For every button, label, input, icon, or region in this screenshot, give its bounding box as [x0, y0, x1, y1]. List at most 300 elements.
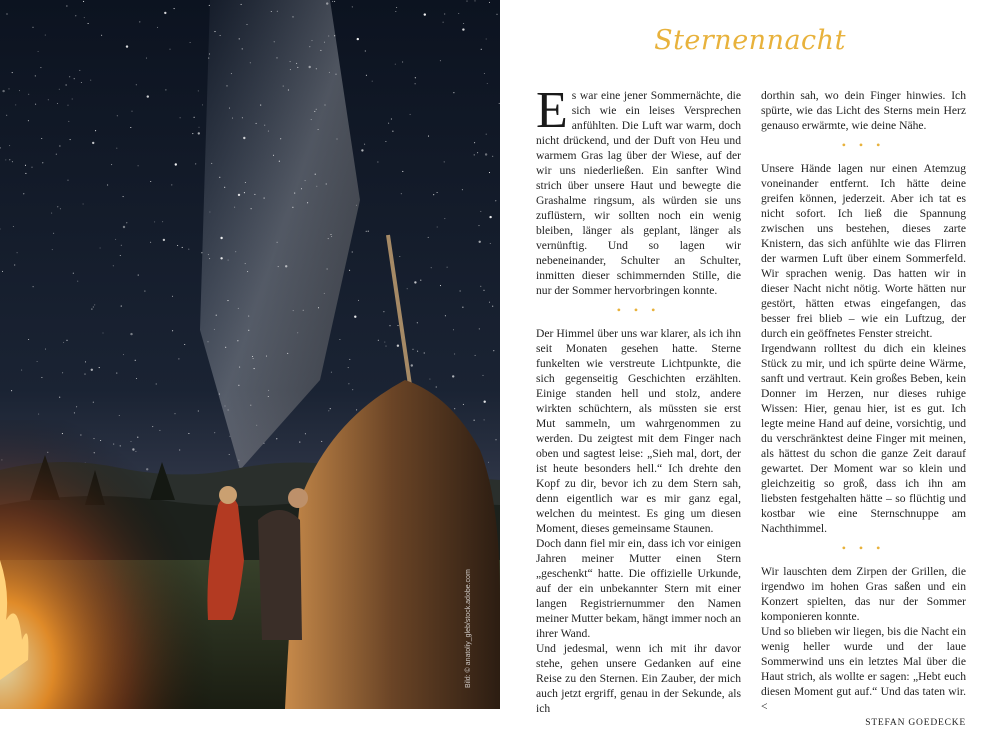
- star: [100, 247, 101, 248]
- star: [150, 242, 151, 243]
- article-paragraph: Der Himmel über uns war klarer, als ich ihn seit Monaten gesehen hatte. Sterne funkelten wie verstreute Lichtpunkte, die sich gegenseitig Geschichten erzählten. Einige standen hell und stolz, andere wirkten schüchtern, als müssten sie erst Mut sammeln, um wahrgenommen zu werden. Du zeigtest mit dem Finger nach oben und sagtest leise: „Sieh mal, dort, der ist heute besonders hell.“ Ich drehte den Kopf zu dir, bevor ich zu dem Stern sah, denn eigentlich war es mir ganz egal, welchen du meintest. Es ging um diesen Moment, dieses gemeinsame Staunen.: [536, 327, 741, 535]
- star: [352, 389, 353, 390]
- star: [412, 349, 413, 350]
- star: [415, 83, 416, 84]
- star: [225, 347, 226, 348]
- star: [28, 339, 29, 340]
- star: [316, 186, 317, 187]
- star: [385, 141, 386, 142]
- star: [66, 5, 67, 6]
- star: [79, 70, 80, 71]
- star: [489, 302, 490, 303]
- star: [414, 281, 416, 283]
- star: [33, 286, 34, 287]
- star: [220, 257, 222, 259]
- star: [431, 267, 432, 268]
- star: [489, 172, 490, 173]
- star: [241, 4, 242, 5]
- star: [248, 316, 249, 317]
- star: [111, 164, 112, 165]
- star: [177, 245, 178, 246]
- star: [208, 58, 209, 59]
- star: [6, 13, 7, 14]
- star: [162, 221, 163, 222]
- star: [377, 161, 378, 162]
- star: [268, 396, 269, 397]
- star: [479, 328, 480, 329]
- star: [67, 105, 68, 106]
- star: [123, 196, 124, 197]
- star: [254, 368, 255, 369]
- star: [209, 211, 210, 212]
- star: [90, 80, 91, 81]
- star: [290, 69, 291, 70]
- article-page: [500, 0, 1000, 728]
- star: [354, 316, 356, 318]
- star: [309, 46, 310, 47]
- star: [136, 84, 137, 85]
- star: [365, 50, 366, 51]
- star: [201, 252, 202, 253]
- star: [121, 245, 122, 246]
- star: [453, 92, 454, 93]
- star: [292, 16, 293, 17]
- star: [428, 136, 429, 137]
- article-paragraph: Irgendwann rolltest du dich ein kleines Stück zu mir, und ich spürte deine Wärme, sanft und vertraut. Kein großes Beben, kein Donner im Herzen, nur dieses ruhige Wissen: Hier, genau hier, ist es gut. Ich legte meine Hand auf deine, vorsichtig, und du verschränktest deine Finger mit meinen, als hättest du schon die ganze Zeit darauf gewartet. Der Moment war so klein und gleichzeitig so groß, dass ich ihn am liebsten festgehalten hätte – so flüchtig und kostbar wie eine Sternschnuppe am Nachthimmel.: [761, 342, 966, 535]
- star: [198, 127, 199, 128]
- star: [445, 315, 446, 316]
- star: [93, 306, 94, 307]
- star: [66, 84, 67, 85]
- star: [263, 443, 264, 444]
- star: [40, 67, 41, 68]
- star: [293, 310, 294, 311]
- star: [389, 325, 390, 326]
- star: [190, 42, 191, 43]
- star: [38, 414, 39, 415]
- star: [301, 188, 302, 189]
- star: [146, 58, 147, 59]
- star: [131, 111, 132, 112]
- star: [330, 408, 331, 409]
- star: [56, 154, 57, 155]
- star: [402, 171, 403, 172]
- star: [95, 130, 96, 131]
- star: [489, 216, 491, 218]
- star: [321, 441, 322, 442]
- star: [278, 266, 279, 267]
- star: [290, 61, 291, 62]
- star: [285, 265, 287, 267]
- star: [277, 11, 278, 12]
- star: [314, 111, 315, 112]
- star: [115, 239, 116, 240]
- star: [67, 180, 68, 181]
- star: [411, 364, 413, 366]
- star: [209, 5, 210, 6]
- star: [38, 51, 39, 52]
- star: [74, 412, 75, 413]
- star: [280, 138, 281, 139]
- star: [69, 76, 70, 77]
- star: [460, 290, 461, 291]
- star: [117, 115, 118, 116]
- star: [328, 35, 329, 36]
- star: [52, 249, 53, 250]
- section-separator: • • •: [841, 541, 886, 555]
- star: [83, 1, 84, 2]
- star: [248, 330, 249, 331]
- star: [238, 194, 240, 196]
- star: [45, 35, 46, 36]
- star: [19, 90, 20, 91]
- star: [32, 27, 33, 28]
- star: [211, 163, 212, 164]
- star: [452, 375, 454, 377]
- star: [453, 329, 454, 330]
- star: [194, 117, 195, 118]
- star: [178, 358, 179, 359]
- star: [171, 184, 172, 185]
- article-paragraph: dorthin sah, wo dein Finger hinwies. Ich spürte, wie das Licht des Sterns mein Herz genauso erwärmte, wie deine Nähe.: [761, 89, 966, 132]
- star: [147, 95, 149, 97]
- star: [260, 105, 261, 106]
- star: [326, 2, 328, 4]
- star: [154, 221, 155, 222]
- star: [288, 89, 289, 90]
- star: [349, 270, 350, 271]
- star: [324, 104, 325, 105]
- star: [68, 121, 69, 122]
- star: [59, 397, 60, 398]
- star: [41, 377, 42, 378]
- star: [407, 288, 408, 289]
- star: [102, 332, 103, 333]
- star: [235, 251, 236, 252]
- star: [245, 263, 246, 264]
- star: [77, 281, 78, 282]
- star: [482, 375, 483, 376]
- star: [237, 340, 238, 341]
- star: [130, 127, 131, 128]
- star: [479, 241, 481, 243]
- star: [228, 260, 229, 261]
- star: [13, 226, 14, 227]
- star: [250, 405, 251, 406]
- photo-credit: Bild: © anatoliy_gleb/stock.adobe.com: [465, 569, 472, 688]
- star: [63, 342, 64, 343]
- star: [156, 383, 157, 384]
- star: [198, 132, 200, 134]
- article-paragraph: Unsere Hände lagen nur einen Atemzug voneinander entfernt. Ich hätte deine greifen können, jederzeit. Aber ich tat es nicht sofort. Ich ließ die Spannung zwischen uns bestehen, dieses zarte Knistern, das sich anfühlte wie das Flirren der warmen Luft über einem Sommerfeld. Wir sprachen wenig. Das hatten wir in dieser Nacht nicht nötig. Worte hätten nur gestört, hätten etwas eingefangen, das besser frei blieb – wie ein Luftzug, der durch ein geöffnetes Fenster streicht.: [761, 162, 966, 340]
- star: [136, 378, 137, 379]
- star: [401, 193, 402, 194]
- star: [138, 165, 139, 166]
- star: [195, 163, 196, 164]
- star: [402, 61, 403, 62]
- star: [99, 367, 100, 368]
- star: [266, 356, 267, 357]
- star: [356, 409, 357, 410]
- star: [309, 66, 311, 68]
- star: [135, 360, 136, 361]
- star: [437, 226, 438, 227]
- star: [492, 156, 493, 157]
- star: [336, 138, 337, 139]
- star: [364, 144, 365, 145]
- star: [209, 53, 210, 54]
- star: [395, 11, 396, 12]
- star: [311, 40, 312, 41]
- article-paragraph: Und jedesmal, wenn ich mit ihr davor stehe, gehen unsere Gedanken auf eine Reise zu den Sternen. Ein Zauber, der mich auch jetzt ergriff, genau in der Sekunde, als ich: [536, 642, 741, 715]
- star: [297, 332, 298, 333]
- star: [444, 161, 445, 162]
- star: [492, 306, 493, 307]
- star: [287, 353, 288, 354]
- star: [172, 296, 173, 297]
- star: [120, 255, 121, 256]
- star: [243, 137, 245, 139]
- star: [28, 120, 29, 121]
- star: [5, 159, 6, 160]
- star: [417, 351, 418, 352]
- star: [324, 293, 325, 294]
- star: [8, 88, 9, 89]
- star: [480, 286, 481, 287]
- star: [59, 145, 60, 146]
- star: [480, 211, 481, 212]
- star: [399, 256, 400, 257]
- star: [283, 86, 284, 87]
- text-column-right: [761, 88, 966, 731]
- author-byline: STEFAN GOEDECKE: [865, 718, 966, 728]
- star: [244, 192, 245, 193]
- article-title: Sternennacht: [654, 25, 846, 56]
- article-paragraph: [536, 82, 741, 298]
- star: [384, 342, 385, 343]
- star: [349, 359, 350, 360]
- star: [70, 139, 71, 140]
- star: [59, 89, 60, 90]
- star: [339, 339, 340, 340]
- star: [463, 404, 464, 405]
- star: [94, 304, 95, 305]
- star: [440, 60, 441, 61]
- star: [462, 28, 464, 30]
- star: [91, 309, 92, 310]
- star: [157, 27, 158, 28]
- star: [254, 194, 255, 195]
- star: [113, 265, 114, 266]
- star: [92, 142, 94, 144]
- star: [454, 408, 455, 409]
- star: [330, 234, 331, 235]
- star: [231, 73, 232, 74]
- star: [264, 125, 265, 126]
- star: [273, 155, 274, 156]
- star: [15, 104, 16, 105]
- star: [219, 177, 220, 178]
- star: [9, 145, 10, 146]
- star: [175, 163, 177, 165]
- star: [57, 206, 58, 207]
- star: [493, 350, 494, 351]
- star: [74, 78, 75, 79]
- star: [352, 251, 353, 252]
- star: [85, 361, 86, 362]
- star: [307, 202, 308, 203]
- star: [356, 205, 357, 206]
- star: [477, 152, 478, 153]
- star: [279, 161, 280, 162]
- star: [25, 165, 26, 166]
- star: [358, 300, 359, 301]
- star: [475, 355, 476, 356]
- star: [17, 252, 18, 253]
- star: [481, 49, 482, 50]
- star: [357, 38, 359, 40]
- star: [274, 41, 275, 42]
- star: [320, 50, 321, 51]
- star: [495, 439, 496, 440]
- star: [247, 271, 248, 272]
- star: [250, 62, 251, 63]
- star: [214, 329, 215, 330]
- night-sky-photo: [0, 0, 500, 709]
- star: [123, 354, 124, 355]
- star: [246, 24, 247, 25]
- star: [164, 12, 166, 14]
- star: [91, 369, 93, 371]
- star: [107, 184, 108, 185]
- star: [415, 77, 416, 78]
- star: [368, 231, 369, 232]
- star: [169, 49, 170, 50]
- star: [57, 103, 58, 104]
- star: [220, 35, 221, 36]
- star: [60, 208, 61, 209]
- star: [88, 23, 89, 24]
- article-paragraph: Und so blieben wir liegen, bis die Nacht ein wenig heller wurde und der laue Sommerwind uns ein letztes Mal über die Haut strich, als wollte er sagen: „Hebt euch diesen Moment gut auf.“ Und das taten wir. <: [761, 625, 966, 713]
- star: [305, 433, 306, 434]
- star: [6, 115, 7, 116]
- star: [329, 72, 330, 73]
- paragraph-text: s war eine jener Sommernächte, die sich wie ein leises Versprechen anfühlten. Die Luft war warm, doch nicht drückend, und der Duft von Heu und warmem Gras lag über der Wiese, auf der wir uns niederließen. Ein sanfter Wind strich über unsere Haut und bewegte die Grashalme ringsum, als würden sie uns zuflüstern, wir sollten noch ein wenig bleiben, länger als geplant, länger als vernünftig. Und so lagen wir nebeneinander, Schulter an Schulter, inmitten dieser schimmernden Stille, die nur der Sommer hervorbringen konnte.: [536, 89, 741, 297]
- star: [174, 413, 175, 414]
- star: [372, 81, 373, 82]
- star: [396, 7, 397, 8]
- star: [83, 203, 84, 204]
- star: [192, 133, 193, 134]
- star: [25, 173, 26, 174]
- star: [292, 207, 293, 208]
- star: [62, 372, 63, 373]
- star: [443, 22, 444, 23]
- star: [163, 239, 165, 241]
- star: [276, 57, 277, 58]
- star: [444, 13, 445, 14]
- star: [42, 162, 43, 163]
- star: [75, 15, 76, 16]
- star: [207, 341, 208, 342]
- star: [66, 340, 67, 341]
- star: [433, 194, 434, 195]
- star: [264, 198, 265, 199]
- star: [239, 38, 240, 39]
- star: [253, 358, 254, 359]
- star: [150, 181, 151, 182]
- star: [305, 180, 306, 181]
- star: [224, 187, 225, 188]
- star: [299, 442, 300, 443]
- star: [72, 98, 73, 99]
- star: [324, 42, 325, 43]
- star: [2, 90, 4, 92]
- star: [93, 402, 94, 403]
- star: [484, 73, 485, 74]
- star: [84, 374, 85, 375]
- star: [331, 372, 332, 373]
- star: [41, 138, 42, 139]
- star: [116, 373, 117, 374]
- star: [126, 222, 127, 223]
- star: [440, 285, 441, 286]
- star: [277, 242, 278, 243]
- article-paragraph: Doch dann fiel mir ein, dass ich vor einigen Jahren meiner Mutter einen Stern „geschenkt“ hatte. Die offizielle Urkunde, auf der ein unbekannter Stern mit einer langen Registriernummer den Namen meiner Mutter bekam, hängt immer noch an ihrer Wand.: [536, 537, 741, 640]
- star: [245, 182, 246, 183]
- star: [417, 322, 418, 323]
- star: [392, 131, 393, 132]
- star: [268, 131, 269, 132]
- star: [463, 23, 464, 24]
- star: [144, 291, 145, 292]
- star: [126, 45, 128, 47]
- star: [84, 17, 85, 18]
- star: [334, 35, 335, 36]
- star: [227, 300, 228, 301]
- star: [462, 189, 463, 190]
- star: [496, 14, 497, 15]
- star: [172, 330, 173, 331]
- star: [395, 64, 396, 65]
- star: [383, 311, 384, 312]
- star: [12, 161, 13, 162]
- star: [35, 104, 36, 105]
- star: [180, 117, 181, 118]
- star: [251, 208, 252, 209]
- star: [81, 82, 82, 83]
- star: [31, 167, 32, 168]
- star: [484, 401, 486, 403]
- star: [234, 207, 235, 208]
- star: [318, 307, 319, 308]
- star: [53, 233, 54, 234]
- star: [116, 148, 117, 149]
- star: [219, 394, 220, 395]
- star: [242, 48, 243, 49]
- star: [220, 237, 222, 239]
- star: [478, 225, 479, 226]
- star: [420, 280, 421, 281]
- star: [318, 129, 319, 130]
- star: [228, 409, 229, 410]
- star: [238, 385, 239, 386]
- star: [271, 11, 272, 12]
- star: [348, 383, 349, 384]
- star: [348, 367, 349, 368]
- star: [297, 67, 298, 68]
- star: [327, 268, 328, 269]
